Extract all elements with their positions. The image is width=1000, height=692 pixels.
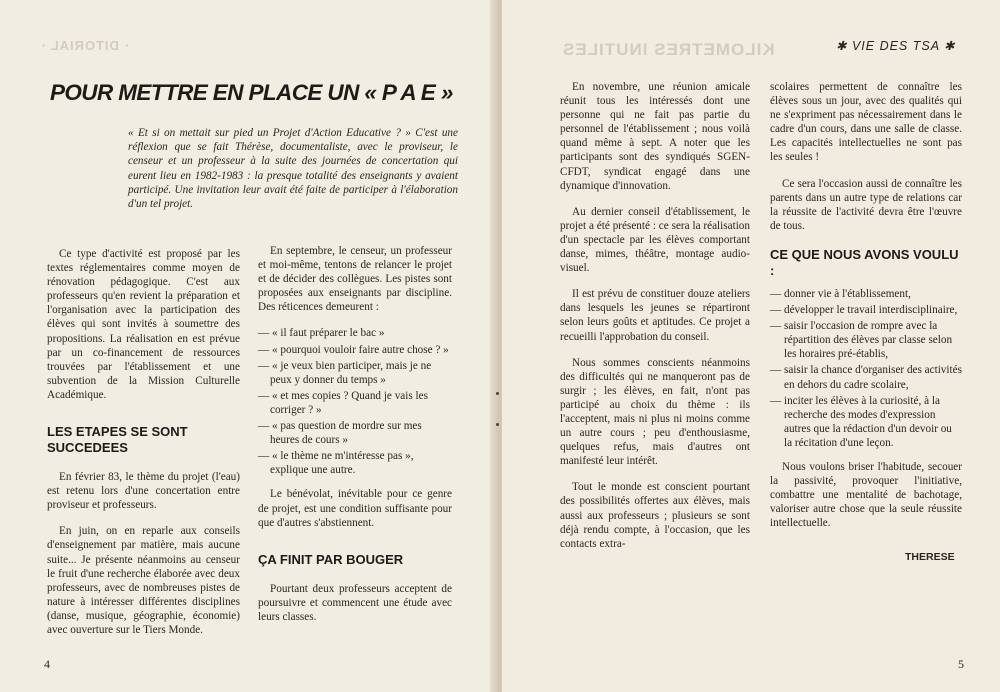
section-heading-voulu: CE QUE NOUS AVONS VOULU : [770,246,959,278]
paragraph: Ce sera l'occasion aussi de connaître les parents dans un autre type de relations car la réussite de l'activité devra être l'œuvre de tous. [770,177,962,232]
paragraph: En février 83, le thème du projet (l'eau) est retenu lors d'une concertation entre proviseur et professeurs. [47,471,240,512]
page-number-left: 4 [44,657,50,671]
list-item: — « je veux bien participer, mais je ne peux y donner du temps » [258,359,432,386]
paragraph: Le bénévolat, inévitable pour ce genre de projet, est une condition suffisante pour que d'autres s'abstiennent. [258,488,452,529]
paragraph: Ce type d'activité est proposé par les textes réglementaires comme moyen de rénovation pédagogique. C'est aux professeurs qu'en revient la préparation et l'organisation avec la participation des élèves qui sont invités à soumettre des propositions. La réalisation en est prévue par un co-financement de ressources trouvées par l'établissement et une subvention de la Mission Culturelle Académique. [47,248,240,401]
paragraph: Il est prévu de constituer douze ateliers dans lesquels les jeunes se répartiront selon leurs goûts et aptitudes. Ce projet a recueilli l'approbation du conseil. [560,288,750,343]
left-page [0,0,496,692]
paragraph: Nous voulons briser l'habitude, secouer la passivité, provoquer l'initiative, combattre une mentalité de bachotage, valoriser autre chose que la seule réussite intellectuelle. [770,460,962,530]
list-item: — saisir la chance d'organiser des activités en dehors du cadre scolaire, [770,364,962,391]
right-column-1 [560,80,750,563]
paragraph: En septembre, le censeur, un professeur et moi-même, tentons de relancer le projet et de décider des collègues. Les pistes sont proposées aux enseignants par discipline. Des réticences demeurent : [258,245,452,314]
right-column-2 [770,80,962,542]
article-headline: POUR METTRE EN PLACE UN « P A E » [50,80,453,105]
paragraph: En novembre, une réunion amicale réunit tous les intéressés dont une personne qui ne fait pas partie du personnel de l'établissement ; nous voilà quand même à sept. A noter que les participants sont des syndiqués SGEN-CFDT, syndicat engagé dans une dynamique d'innovation. [560,81,750,192]
gutter-dot [496,392,499,395]
article-intro: « Et si on mettait sur pied un Projet d'Action Educative ? » C'est une réflexion que se fait Thérèse, documentaliste, avec le proviseur, le censeur et un professeur à la suite des journées de concertation qui eurent lieu en 1982-1983 : la presque totalité des enseignants y avaient participé. Une invitation leur avait été faite de participer à l'élaboration d'un tel projet. [128,127,458,211]
section-header: ✱ VIE DES TSA ✱ [836,39,956,53]
list-item: — inciter les élèves à la curiosité, à la recherche des modes d'expression autres que la rédaction d'un devoir ou la récitation d'une leçon. [770,394,952,449]
list-item: — « et mes copies ? Quand je vais les corriger ? » [258,389,428,416]
paragraph: En juin, on en reparle aux conseils d'enseignement par matière, mais aucune suite... Je présente néanmoins au censeur le fruit d'une recherche élaborée avec deux professeurs, avec de nombreuses pistes de nature à intéresser différentes disciplines (danse, musique, géographie, économie) avec ouverture sur le Tiers Monde. [47,525,240,636]
section-heading-etapes: LES ETAPES SE SONT SUCCEDEES [47,424,188,456]
paragraph: Tout le monde est conscient pourtant des possibilités offertes aux élèves, mais aussi aux professeurs ; plusieurs se sont déjà rendu compte, à l'occasion, que les contacts extra- [560,481,750,550]
list-item: — « pourquoi vouloir faire autre chose ? » [258,343,449,356]
list-item: — « il faut préparer le bac » [258,327,385,340]
list-item: — donner vie à l'établissement, [770,287,911,300]
list-item: — saisir l'occasion de rompre avec la répartition des élèves par classe selon les horaires pré-établis, [770,320,953,361]
paragraph: Nous sommes conscients néanmoins des difficultés qui ne manqueront pas de surgir ; les élèves, en fait, n'ont pas participé au choix du thème : ils l'acceptent, mais ni plus ni moins comme un autre cours ; peu d'enthousiasme, quelques refus, mais d'autres ont manifesté leur intérêt. [560,356,750,468]
list-item: — développer le travail interdisciplinaire, [770,304,958,317]
paragraph: Au dernier conseil d'établissement, le projet a été présenté : ce sera la réalisation d'un spectacle par les élèves comportant danse, mimes, théâtre, montage audio-visuel. [560,205,750,275]
page-number-right: 5 [958,657,964,671]
author-signature: THERESE [905,551,955,563]
show-through-text: · DITORIAL · [40,38,129,53]
gutter-dot [496,423,499,426]
show-through-text: KILOMETRES INUTILES [562,40,775,59]
section-heading-bouger: ÇA FINIT PAR BOUGER [258,551,404,567]
paragraph: scolaires permettent de connaître les élèves sous un jour, avec des qualités qui ne s'expriment pas nécessairement dans le cadre d'un cours, dans une salle de classe. Les capacités intellectuelles ne sont pas les seules ! [770,81,962,164]
list-item: — « le thème ne m'intéresse pas », explique une autre. [258,450,414,477]
list-item: — « pas question de mordre sur mes heures de cours » [258,420,422,447]
left-column-1 [47,247,240,649]
reticences-list [258,326,452,477]
paragraph: Pourtant deux professeurs acceptent de poursuivre et commencent une étude avec leurs classes. [258,582,452,623]
objectives-list [770,287,962,450]
left-column-2 [258,244,452,636]
